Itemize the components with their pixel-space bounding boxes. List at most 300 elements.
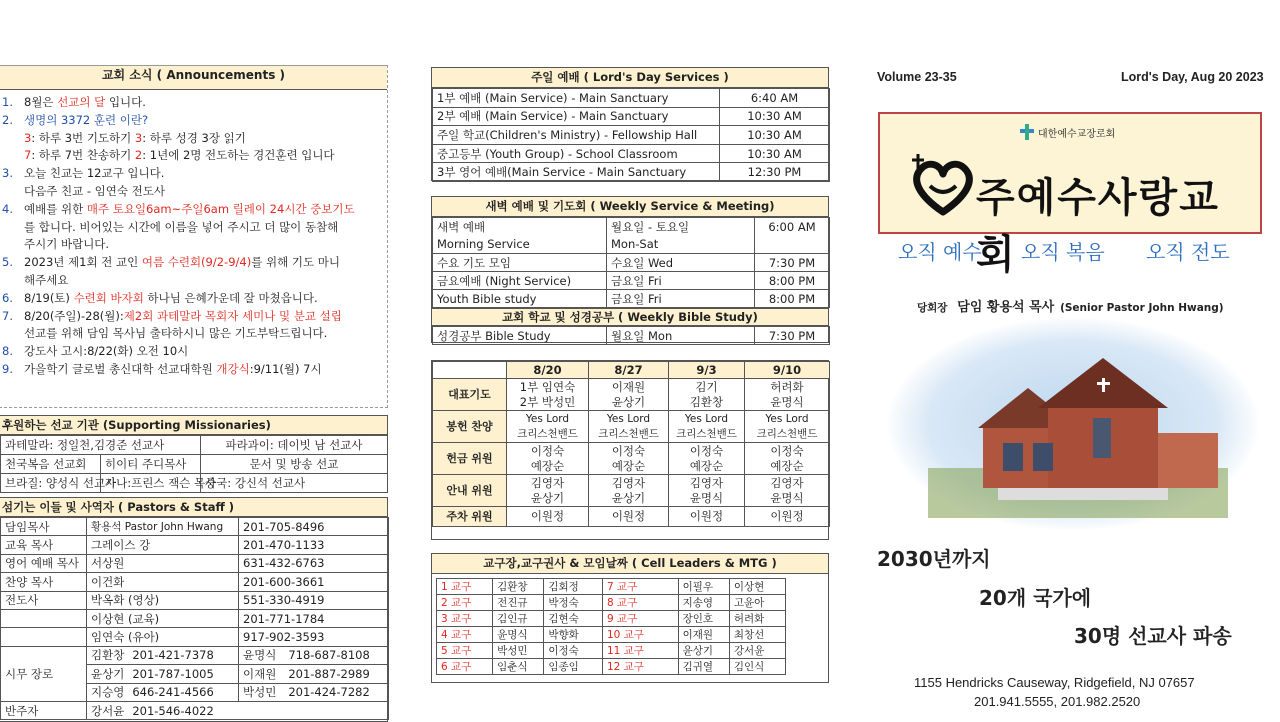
weekly-header: 새벽 예배 및 기도회 ( Weekly Service & Meeting) [432, 197, 828, 217]
missionaries-header: 후원하는 선교 기관 (Supporting Missionaries) [0, 416, 387, 435]
staff-row [1, 701, 389, 719]
bible-study-header: 교회 학교 및 성경공부 ( Weekly Bible Study) [432, 308, 828, 326]
announcement-text: 입니다. [105, 95, 146, 109]
cell-number: 5 교구 [437, 643, 493, 659]
announcement-number: 6. [2, 290, 13, 305]
service-row [433, 163, 830, 182]
service-name: 3부 영어 예배(Main Service - Main Sanctuary [433, 163, 720, 182]
duty-cell [507, 411, 589, 443]
staff-name: 이건화 [87, 573, 239, 591]
announcement-number: 8. [2, 344, 13, 359]
elder-entry [87, 665, 239, 683]
announcement-text: 강도사 고시:8/22(화) 오전 10시 [24, 344, 189, 359]
denomination-line [1020, 124, 1115, 140]
cell-leader: 강서윤 [729, 643, 785, 659]
service-name: 중고등부 (Youth Group) - School Classroom [433, 144, 720, 163]
cell-leader: 전진규 [493, 595, 544, 611]
staff-phone: 201-470-1133 [239, 536, 389, 554]
duty-roster-table [432, 361, 830, 527]
duty-label: 헌금 위원 [433, 443, 507, 475]
duty-cell [745, 507, 830, 527]
weekly-day: 금요일 Fri [607, 272, 755, 290]
elder-entry [239, 665, 389, 683]
cell-row [437, 611, 786, 627]
elder-entry [239, 683, 389, 701]
cell-leader: 임종임 [544, 659, 603, 675]
duty-date: 8/27 [589, 362, 669, 379]
announcement-text: 7 [24, 148, 32, 163]
announcement-text: :9/11(월) 7시 [249, 362, 322, 376]
announcement-text: 주시기 바랍니다. [24, 237, 110, 252]
duty-person: 윤명식 [689, 490, 724, 505]
pastor-prefix: 당회장 [917, 302, 948, 314]
duty-person: 예장순 [530, 458, 565, 473]
duty-person: 윤상기 [611, 490, 646, 505]
duty-cell [669, 411, 745, 443]
duty-person: 김영자 [530, 475, 565, 490]
duty-person: 1부 임연숙 [519, 379, 576, 394]
duty-row [433, 475, 830, 507]
announcement-line [0, 254, 388, 272]
announcement-text: 가을학기 글로벌 총신대학 선교대학원 [24, 362, 217, 376]
cell-number: 12 교구 [602, 659, 678, 675]
staff-name: 이상현 (교육) [87, 609, 239, 627]
duty-cell [589, 379, 669, 411]
cell-row [437, 627, 786, 643]
service-time: 10:30 AM [720, 144, 830, 163]
cell-number: 4 교구 [437, 627, 493, 643]
cell-leader: 이재원 [678, 627, 729, 643]
denomination-name: 대한예수교장로회 [1038, 128, 1116, 140]
weekly-day: 금요일 Fri [607, 290, 755, 308]
duty-person: 김영자 [689, 475, 724, 490]
duty-person: 이정숙 [611, 443, 646, 458]
staff-name: 황용석 Pastor John Hwang [87, 518, 239, 536]
missionaries-panel [0, 415, 388, 493]
announcement-text: 여름 수련회(9/2-9/4) [141, 255, 252, 270]
weekly-row [433, 218, 830, 236]
duty-label: 봉헌 찬양 [433, 411, 507, 443]
missionaries-table [0, 435, 388, 493]
staff-phone: 631-432-6763 [239, 554, 389, 572]
elder-name: 김환창 [91, 648, 125, 663]
date-label: Lord's Day, Aug 20 2023 [1121, 70, 1264, 84]
duty-person: 크리스천밴드 [676, 427, 737, 440]
weekly-time: 6:00 AM [755, 218, 830, 236]
duty-person: 이원정 [770, 509, 804, 523]
missionary-cell: 파라과이: 데이빗 남 선교사 [201, 436, 388, 455]
announcement-text: 다음주 친교 - 임연숙 전도사 [24, 184, 165, 198]
cell-number: 11 교구 [602, 643, 678, 659]
duty-cell [745, 411, 830, 443]
lords-day-panel [431, 67, 829, 181]
lords-day-header: 주일 예배 ( Lord's Day Services ) [432, 68, 828, 88]
duty-person: 크리스천밴드 [517, 427, 578, 440]
duty-person: 김기 [695, 379, 718, 394]
cell-number: 9 교구 [602, 611, 678, 627]
staff-name: 서상원 [87, 554, 239, 572]
staff-table [0, 517, 389, 720]
staff-role: 전도사 [1, 591, 87, 609]
duty-row [433, 379, 830, 411]
staff-row [1, 628, 389, 646]
duty-label: 주차 위원 [433, 507, 507, 527]
duty-cell [507, 475, 589, 507]
service-name: 1부 예배 (Main Service) - Main Sanctuary [433, 89, 720, 108]
motto-2: 오직 복음 [1021, 240, 1105, 264]
announcement-text: 8월은 [24, 95, 58, 109]
elder-name: 박성민 [243, 685, 277, 700]
duty-person: Yes Lord [684, 412, 729, 425]
duty-roster-panel [431, 360, 829, 540]
staff-phone: 201-600-3661 [239, 573, 389, 591]
announcement-line [0, 343, 388, 361]
elder-name: 윤상기 [91, 666, 125, 681]
service-time: 6:40 AM [720, 89, 830, 108]
church-name: 주예수사랑교회 [976, 175, 1220, 278]
cell-leader: 김인규 [493, 611, 544, 627]
staff-role: 담임목사 [1, 518, 87, 536]
duty-person: 윤명식 [770, 490, 804, 505]
pastor-name-en: (Senior Pastor John Hwang) [1060, 302, 1224, 314]
announcement-text: 2023년 제1회 전 교인 [24, 255, 142, 270]
motto-1: 오직 예수 [898, 240, 982, 264]
staff-role: 찬양 목사 [1, 573, 87, 591]
duty-cell [669, 475, 745, 507]
announcement-number: 4. [2, 201, 13, 216]
duty-date: 8/20 [507, 362, 589, 379]
staff-name [87, 701, 389, 719]
cell-leaders-table [436, 578, 786, 675]
vision-line-3: 30명 선교사 파송 [1074, 624, 1232, 648]
missionary-cell: 히이티 주디목사 [101, 455, 201, 474]
staff-name: 임연숙 (유아) [87, 628, 239, 646]
announcement-text: 3 [134, 130, 143, 145]
weekly-time: 8:00 PM [755, 290, 830, 308]
cell-leader: 이필우 [678, 579, 729, 595]
cell-leader: 김회정 [544, 579, 603, 595]
announcement-line [0, 165, 388, 183]
duty-label: 대표기도 [433, 379, 507, 411]
duty-cell [669, 507, 745, 527]
duty-date: 9/3 [669, 362, 745, 379]
elder-phone: 646-241-4566 [132, 685, 214, 700]
lords-day-table [432, 88, 830, 182]
elder-phone: 201-787-1005 [132, 666, 214, 681]
elder-entry [239, 646, 389, 664]
service-time: 10:30 AM [720, 126, 830, 145]
announcement-line [0, 201, 388, 219]
weekly-row [433, 272, 830, 290]
announcements-header: 교회 소식 ( Announcements ) [0, 66, 387, 90]
announcement-line [0, 147, 388, 165]
announcement-text: 개강식 [216, 362, 250, 376]
duty-person: 예장순 [611, 458, 646, 473]
announcements-list [0, 90, 387, 400]
service-name: 주일 학교(Children's Ministry) - Fellowship Hall [433, 126, 720, 145]
staff-row [1, 573, 389, 591]
cell-leader: 고윤아 [729, 595, 785, 611]
staff-role: 반주자 [1, 701, 87, 719]
elders-role: 시무 장로 [1, 646, 87, 701]
duty-person: 윤명식 [770, 394, 804, 409]
elder-phone: 201-887-2989 [288, 666, 370, 681]
weekly-row [433, 236, 830, 254]
duty-person: Yes Lord [606, 412, 651, 425]
announcement-line [0, 183, 388, 201]
duty-cell [507, 507, 589, 527]
duty-person: 이원정 [611, 509, 646, 523]
announcement-number: 5. [2, 255, 13, 270]
weekly-name: 새벽 예배 [433, 218, 607, 236]
announcement-text: 제2회 과테말라 목회자 세미나 및 분교 설립 [123, 308, 342, 323]
staff-panel [0, 497, 388, 722]
weekly-day: 수요일 Wed [607, 254, 755, 272]
duty-person: 김영자 [770, 475, 804, 490]
elder-phone: 201-421-7378 [132, 648, 214, 663]
duty-person: Yes Lord [765, 412, 809, 425]
announcement-text: 를 위해 기도 마니 [251, 255, 340, 270]
cell-leaders-header: 교구장,교구권사 & 모임날짜 ( Cell Leaders & MTG ) [432, 554, 828, 574]
elder-name: 이재원 [243, 666, 277, 681]
elder-row [1, 646, 389, 664]
staff-phone: 201-546-4022 [132, 703, 214, 718]
cell-number: 8 교구 [602, 595, 678, 611]
duty-person: 2부 박성민 [519, 394, 576, 409]
announcement-text: 예배를 위한 [24, 201, 87, 216]
cell-leaders-panel [431, 553, 829, 683]
cell-number: 10 교구 [602, 627, 678, 643]
cell-leader: 윤상기 [678, 643, 729, 659]
cell-row [437, 659, 786, 675]
staff-row [1, 518, 389, 536]
duty-cell [669, 379, 745, 411]
cross-icon [1020, 124, 1034, 140]
announcement-line [0, 308, 388, 326]
weekly-time: 8:00 PM [755, 272, 830, 290]
announcement-number: 2. [2, 112, 13, 127]
duty-cell [745, 443, 830, 475]
duty-cell [507, 379, 589, 411]
pastor-line [917, 296, 1224, 315]
cell-number: 1 교구 [437, 579, 493, 595]
cell-number: 6 교구 [437, 659, 493, 675]
staff-header: 섬기는 이들 및 사역자 ( Pastors & Staff ) [0, 498, 387, 517]
missionary-cell: 중국: 강신석 선교사 [201, 474, 388, 493]
service-row [433, 89, 830, 108]
cell-leader: 이정숙 [544, 643, 603, 659]
cell-leader: 윤명식 [493, 627, 544, 643]
bible-study-table [432, 326, 830, 345]
duty-person: 윤상기 [611, 394, 646, 409]
staff-role [1, 609, 87, 627]
service-row [433, 107, 830, 126]
weekly-name: 금요예배 (Night Service) [433, 272, 607, 290]
missionary-cell: 가나:프린스 잭슨 목사 [101, 474, 201, 493]
duty-person: 이정숙 [770, 443, 804, 458]
bible-study-day: 월요일 Mon [607, 327, 755, 345]
duty-person: 허려화 [770, 379, 804, 394]
duty-cell [589, 475, 669, 507]
vision-line-1: 2030년까지 [877, 547, 991, 571]
announcement-line [0, 112, 388, 130]
duty-row [433, 411, 830, 443]
announcement-text: 8/20(주일)-28(월): [24, 308, 124, 323]
announcement-text: 3 [24, 130, 32, 145]
announcement-text: 8/19(토) [24, 290, 74, 305]
weekly-row [433, 290, 830, 308]
elder-entry [87, 646, 239, 664]
staff-row [1, 536, 389, 554]
announcement-text: 생명의 3372 훈련 이란? [24, 112, 149, 127]
elder-name: 윤명식 [243, 648, 277, 663]
staff-row [1, 591, 389, 609]
cell-leader: 김귀열 [678, 659, 729, 675]
weekly-name: Youth Bible study [433, 290, 607, 308]
cell-leader: 허려화 [729, 611, 785, 627]
cell-leader: 지송영 [678, 595, 729, 611]
elder-phone: 201-424-7282 [288, 685, 370, 700]
duty-person: 이정숙 [530, 443, 565, 458]
staff-role [1, 628, 87, 646]
duty-row [433, 507, 830, 527]
duty-person: 예장순 [689, 458, 724, 473]
cell-row [437, 643, 786, 659]
weekly-day: 월요일 - 토요일 [607, 218, 755, 236]
weekly-panel [431, 196, 829, 343]
cell-row [437, 595, 786, 611]
announcement-text: 를 합니다. 비어있는 시간에 이름을 넣어 주시고 더 많이 동참해 [24, 219, 339, 234]
announcement-line [0, 130, 388, 148]
announcement-text: : 1년에 2명 전도하는 경건훈련 입니다 [142, 148, 335, 163]
staff-row [1, 554, 389, 572]
weekly-time [755, 236, 830, 254]
announcement-text: 해주세요 [24, 273, 69, 287]
volume-label: Volume 23-35 [877, 70, 957, 84]
duty-cell [589, 507, 669, 527]
announcement-number: 7. [2, 308, 13, 323]
cell-leader: 박성민 [493, 643, 544, 659]
announcement-text: 2 [134, 148, 143, 163]
church-building-image [888, 318, 1258, 530]
staff-phone: 551-330-4919 [239, 591, 389, 609]
elder-phone: 718-687-8108 [288, 648, 370, 663]
announcement-text: 하나님 은혜가운데 잘 마쳤읍니다. [143, 290, 318, 305]
duty-date: 9/10 [745, 362, 830, 379]
duty-cell [589, 411, 669, 443]
weekly-row [433, 254, 830, 272]
duty-person: 예장순 [770, 458, 804, 473]
announcement-number: 1. [2, 95, 13, 109]
staff-name: 박옥화 (영상) [87, 591, 239, 609]
bible-study-time: 7:30 PM [755, 327, 830, 345]
missionary-cell: 브라질: 양성식 선교사 [1, 474, 101, 493]
announcement-number: 3. [2, 166, 13, 181]
service-row [433, 144, 830, 163]
announcement-line [0, 325, 388, 343]
announcement-text: : 하루 성경 3장 읽기 [142, 130, 246, 145]
staff-name: 그레이스 강 [87, 536, 239, 554]
staff-phone: 201-705-8496 [239, 518, 389, 536]
announcement-line [0, 272, 388, 290]
duty-label: 안내 위원 [433, 475, 507, 507]
duty-corner [433, 362, 507, 379]
cell-number: 2 교구 [437, 595, 493, 611]
church-phones: 201.941.5555, 201.982.2520 [974, 694, 1141, 709]
missionary-cell: 과테말라: 정일천,김경준 선교사 [1, 436, 201, 455]
announcement-text: 매주 토요일6am~주일6am 릴레이 24시간 중보기도 [86, 201, 355, 216]
duty-cell [589, 443, 669, 475]
announcement-line [0, 236, 388, 254]
duty-person: 이원정 [530, 509, 565, 523]
service-name: 2부 예배 (Main Service) - Main Sanctuary [433, 107, 720, 126]
heart-logo-icon [908, 150, 978, 220]
weekly-table [432, 217, 830, 308]
duty-person: 윤상기 [530, 490, 565, 505]
announcement-line [0, 94, 388, 112]
service-time: 12:30 PM [720, 163, 830, 182]
elder-entry [87, 683, 239, 701]
duty-cell [669, 443, 745, 475]
cell-leader: 최창선 [729, 627, 785, 643]
cell-leader: 김인식 [729, 659, 785, 675]
announcement-number: 9. [2, 362, 13, 376]
duty-cell [507, 443, 589, 475]
announcement-line [0, 290, 388, 308]
missionary-cell: 천국복음 선교회 [1, 455, 101, 474]
announcement-text: 선교를 위해 담임 목사님 출타하시니 많은 기도부탁드립니다. [24, 326, 328, 341]
staff-role: 영어 예배 목사 [1, 554, 87, 572]
duty-person: 이원정 [689, 509, 724, 523]
cell-row [437, 579, 786, 595]
cell-leader: 박향화 [544, 627, 603, 643]
pastor-name: 담임 황용석 목사 [957, 300, 1055, 315]
duty-person: 크리스천밴드 [756, 427, 818, 440]
elder-name: 지승영 [91, 685, 125, 700]
service-row [433, 126, 830, 145]
weekly-time: 7:30 PM [755, 254, 830, 272]
church-address: 1155 Hendricks Causeway, Ridgefield, NJ 07657 [914, 675, 1195, 690]
duty-cell [745, 379, 830, 411]
staff-phone: 201-771-1784 [239, 609, 389, 627]
cell-leader: 김현숙 [544, 611, 603, 627]
duty-person: 김영자 [611, 475, 646, 490]
announcement-text: 수련회 바자회 [73, 290, 144, 305]
vision-line-2: 20개 국가에 [979, 586, 1092, 610]
duty-person: 김환창 [689, 394, 724, 409]
cell-number: 7 교구 [602, 579, 678, 595]
weekly-name: Morning Service [433, 236, 607, 254]
staff-phone: 917-902-3593 [239, 628, 389, 646]
cell-leader: 이상현 [729, 579, 785, 595]
announcement-line [0, 361, 388, 379]
announcement-line [0, 219, 388, 237]
cell-leader: 박정숙 [544, 595, 603, 611]
cell-number: 3 교구 [437, 611, 493, 627]
staff-role: 교육 목사 [1, 536, 87, 554]
announcement-text: : 하루 3번 기도하기 [31, 130, 135, 145]
staff-name-text: 강서윤 [91, 703, 125, 718]
weekly-name: 수요 기도 모임 [433, 254, 607, 272]
missionary-cell: 문서 및 방송 선교 [201, 455, 388, 474]
cell-leader: 임춘식 [493, 659, 544, 675]
weekly-day: Mon-Sat [607, 236, 755, 254]
duty-person: 크리스천밴드 [598, 427, 659, 440]
duty-person: 이정숙 [689, 443, 724, 458]
cell-leader: 장인호 [678, 611, 729, 627]
announcements-panel [0, 65, 388, 408]
duty-person: Yes Lord [525, 412, 570, 425]
